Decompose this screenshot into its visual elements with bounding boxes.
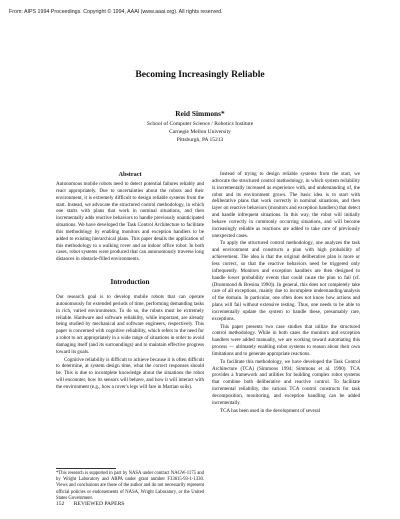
abstract-body [56,181,204,264]
body-paragraph: To apply the structured control methodology, one analyzes the task and environment and constructs a plan with high probability of achievement. The idea is that the original deliberative plan is more or less correct, so that the reactive behaviors need be triggered only infrequently. Monitors and exception handlers are then designed to handle lower probability events that could cause the plan to fail (cf. (Drummond & Bresina 1990)). In general, this does not completely take care of all exceptions, mainly due to incomplete understanding/analysis of the domain. In particular, one often does not know how actions and plans will fail without extensive testing. Thus, one needs to be able to incrementally update the system to handle these, presumably rare, exceptions. [212,240,360,322]
body-paragraph: This paper presents two case studies that utilize the structured control methodology. While in both cases the monitors and exception handlers were added manually, we are working toward automating this process — ultimately enabling robot systems to reason about their own limitations and to generate appropriate reactions. [212,323,360,357]
page-footer [56,501,132,507]
author-name: Reid Simmons* [175,109,225,118]
body-paragraph: TCA has been used in the development of several [220,407,321,414]
paper-title: Becoming Increasingly Reliable [135,69,265,80]
abstract-paragraph: Autonomous mobile robots need to detect potential failures reliably and react appropriately. Due to uncertainties about the robots and their environment, it is extremely difficult to design reliable systems from the start. Instead, we advocate the structured control methodology, in which one starts with plans that work in nominal situations, and then incrementally adds reactive behaviors to handle previously unanticipated situations. We have developed the Task Control Architecture to facilitate this methodology by enabling monitors and exception handlers to be added to existing hierarchical plans. This paper details the application of this methodology to a walking rover and an indoor office robot. In both cases, robot systems were produced that can autonomously traverse long distances in obstacle-filled environments. [56,181,204,263]
affiliation-line: Pittsburgh, PA 15213 [176,137,224,143]
body-paragraph: Cognitive reliability is difficult to achieve because it is often difficult to determine, at system design time, what the correct responses should be. This is due to incomplete knowledge about the situations the robot will encounter, how its sensors will behave, and how it will interact with the environment (e.g., how a rover's legs will fare in Martian soils). [56,356,204,390]
footnote: *This research is supported in part by NASA under contract NAGW-1175 and by Wright Laboratory and ARPA under grant number F33615-93-1-1330. Views and conclusions are those of the author and do not necessarily represent official policies or endorsements of NASA, Wright Laboratory, or the United States Government. [56,471,204,501]
footnote-rule [56,468,116,469]
affiliation-line: Carnegie Mellon University [169,129,231,135]
right-column-body [212,171,360,416]
affiliation-line: School of Computer Science / Robotics Institute [146,121,254,127]
author-affiliation [0,120,400,144]
abstract-heading: Abstract [118,171,142,178]
introduction-heading: Introduction [110,278,150,286]
body-paragraph: To facilitate this methodology, we have developed the Task Control Architecture (TCA) (Simmons 1994; Simmons et al. 1990). TCA provides a framework and utilities for building complex robot systems that combine both deliberative and reactive control. To facilitate incremental reliability, the various TCA control constructs for task decomposition, monitoring, and exception handling can be added incrementally. [212,358,360,406]
body-paragraph: Instead of trying to design reliable systems from the start, we advocate the structured control methodology, in which system reliability is incrementally increased as experience with, and understanding of, the robot and its environment grows. The basic idea is to start with deliberative plans that work correctly in nominal situations, and then layer on reactive behaviors (monitors and exception handlers) that detect and handle infrequent situations. In this way, the robot will initially behave correctly in commonly occurring situations, and will become increasingly reliable as reactions are added to take care of previously unexpected cases. [212,171,360,239]
page-number: 152 [56,501,65,507]
body-paragraph: Our research goal is to develop mobile robots that can operate autonomously for extended periods of time, performing demanding tasks in rich, varied environments. To do so, the robots must be extremely reliable. Hardware and software reliability, while important, are already being studied by mechanical and software engineers, respectively. This paper is concerned with cognitive reliability, which refers to the need for a robot to act appropriately in a wide range of situations in order to avoid damaging itself (and its surroundings) and to maintain effective progress toward its goals. [56,294,204,355]
copyright-notice: From: AIPS 1994 Proceedings. Copyright © 1994, AAAI (www.aaai.org). All rights reserved. [9,9,223,15]
section-label: REVIEWED PAPERS [73,501,125,507]
introduction-body [56,294,204,392]
